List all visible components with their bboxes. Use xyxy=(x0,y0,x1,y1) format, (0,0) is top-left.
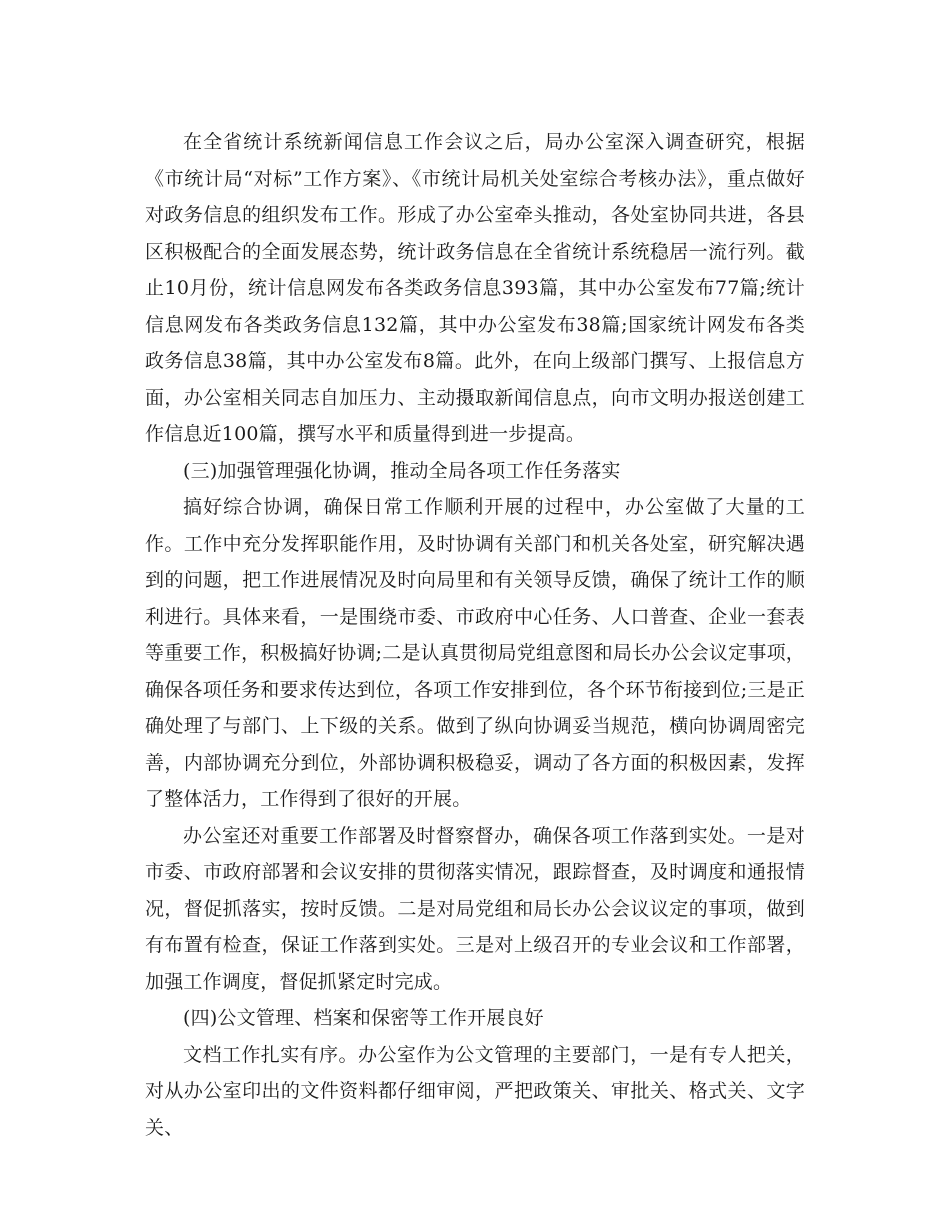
paragraph-supervision: 办公室还对重要工作部署及时督察督办，确保各项工作落到实处。一是对市委、市政府部署和会议安排的贯彻落实情况，跟踪督查，及时调度和通报情况，督促抓落实，按时反馈。二是对局党组和局长办公会议议定的事项，做到有布置有检查，保证工作落到实处。三是对上级召开的专业会议和工作部署，加强工作调度，督促抓紧定时完成。 xyxy=(145,824,805,993)
section-heading-4: (四)公文管理、档案和保密等工作开展良好 xyxy=(183,1007,544,1029)
paragraph-coordination: 搞好综合协调，确保日常工作顺利开展的过程中，办公室做了大量的工作。工作中充分发挥职能作用，及时协调有关部门和机关各处室，研究解决遇到的问题，把工作进展情况及时向局里和有关领导反馈，确保了统计工作的顺利进行。具体来看，一是围绕市委、市政府中心任务、人口普查、企业一套表等重要工作，积极搞好协调;二是认真贯彻局党组意图和局长办公会议定事项，确保各项任务和要求传达到位，各项工作安排到位，各个环节衔接到位;三是正确处理了与部门、上下级的关系。做到了纵向协调妥当规范，横向协调周密完善，内部协调充分到位，外部协调积极稳妥，调动了各方面的积极因素，发挥了整体活力，工作得到了很好的开展。 xyxy=(145,496,805,810)
section-heading-3: (三)加强管理强化协调，推动全局各项工作任务落实 xyxy=(183,459,621,482)
paragraph-news-info-work: 在全省统计系统新闻信息工作会议之后，局办公室深入调查研究，根据《市统计局“对标”工作方案》、《市统计局机关处室综合考核办法》，重点做好对政务信息的组织发布工作。形成了办公室牵头推动，各处室协同共进，各县区积极配合的全面发展态势，统计政务信息在全省统计系统稳居一流行列。截止10月份，统计信息网发布各类政务信息393篇，其中办公室发布77篇;统计信息网发布各类政务信息132篇，其中办公室发布38篇;国家统计网发布各类政务信息38篇，其中办公室发布8篇。此外，在向上级部门撰写、上报信息方面，办公室相关同志自加压力、主动摄取新闻信息点，向市文明办报送创建工作信息近100篇，撰写水平和质量得到进一步提高。 xyxy=(145,131,805,445)
paragraph-document-management: 文档工作扎实有序。办公室作为公文管理的主要部门，一是有专人把关，对从办公室印出的文件资料都仔细审阅，严把政策关、审批关、格式关、文字关、 xyxy=(145,1043,805,1139)
document-body xyxy=(145,124,805,1146)
